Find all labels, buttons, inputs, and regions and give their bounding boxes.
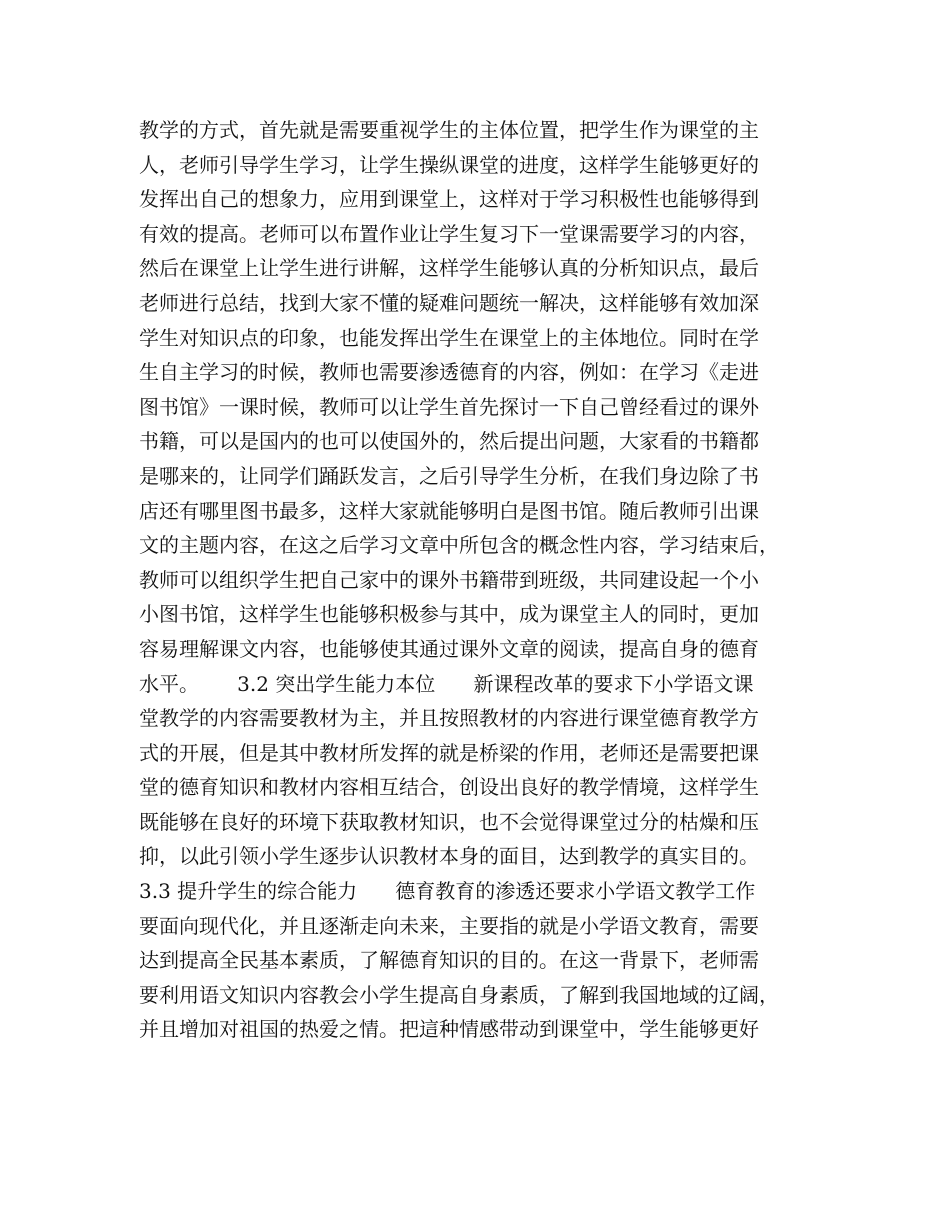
text-line: 然后在课堂上让学生进行讲解，这样学生能够认真的分析知识点，最后 [139, 256, 759, 281]
text-line: 达到提高全民基本素质，了解德育知识的目的。在这一背景下，老师需 [139, 948, 759, 973]
text-line: 容易理解课文内容，也能够使其通过课外文章的阅读，提高自身的德育 [139, 636, 759, 661]
text-line: 图书馆》一课时候，教师可以让学生首先探讨一下自己曾经看过的课外 [139, 394, 759, 419]
text-line: 要利用语文知识内容教会小学生提高自身素质，了解到我国地域的辽阔， [139, 982, 779, 1007]
text-line: 并且增加对祖国的热爱之情。把這种情感带动到课堂中，学生能够更好 [139, 1017, 759, 1042]
text-line: 堂的德育知识和教材内容相互结合，创设出良好的教学情境，这样学生 [139, 775, 759, 800]
text-line: 老师进行总结，找到大家不懂的疑难问题统一解决，这样能够有效加深 [139, 290, 759, 315]
text-line: 水平。 3.2 突出学生能力本位 新课程改革的要求下小学语文课 [139, 671, 754, 696]
text-line: 教师可以组织学生把自己家中的课外书籍带到班级，共同建设起一个小 [139, 567, 759, 592]
text-line: 生自主学习的时候，教师也需要渗透德育的内容，例如：在学习《走进 [139, 360, 759, 385]
text-line: 文的主题内容，在这之后学习文章中所包含的概念性内容，学习结束后， [139, 533, 779, 558]
text-line: 发挥出自己的想象力，应用到课堂上，这样对于学习积极性也能够得到 [139, 187, 759, 212]
text-line: 3.3 提升学生的综合能力 德育教育的渗透还要求小学语文教学工作 [139, 879, 756, 904]
text-line: 小图书馆，这样学生也能够积极参与其中，成为课堂主人的同时，更加 [139, 602, 759, 627]
text-line: 是哪来的，让同学们踊跃发言，之后引导学生分析，在我们身边除了书 [139, 463, 759, 488]
text-line: 抑，以此引领小学生逐步认识教材本身的面目，达到教学的真实目的。 [139, 844, 759, 869]
text-line: 人，老师引导学生学习，让学生操纵课堂的进度，这样学生能够更好的 [139, 152, 759, 177]
text-line: 既能够在良好的环境下获取教材知识，也不会觉得课堂过分的枯燥和压 [139, 809, 759, 834]
text-line: 有效的提高。老师可以布置作业让学生复习下一堂课需要学习的内容， [139, 221, 759, 246]
text-line: 店还有哪里图书最多，这样大家就能够明白是图书馆。随后教师引出课 [139, 498, 759, 523]
text-line: 式的开展，但是其中教材所发挥的就是桥梁的作用，老师还是需要把课 [139, 740, 759, 765]
body-text [139, 113, 829, 1047]
text-line: 堂教学的内容需要教材为主，并且按照教材的内容进行课堂德育教学方 [139, 706, 759, 731]
text-line: 要面向现代化，并且逐渐走向未来，主要指的就是小学语文教育，需要 [139, 913, 759, 938]
text-line: 书籍，可以是国内的也可以使国外的，然后提出问题，大家看的书籍都 [139, 429, 759, 454]
text-line: 学生对知识点的印象，也能发挥出学生在课堂上的主体地位。同时在学 [139, 325, 759, 350]
text-line: 教学的方式，首先就是需要重视学生的主体位置，把学生作为课堂的主 [139, 118, 759, 142]
